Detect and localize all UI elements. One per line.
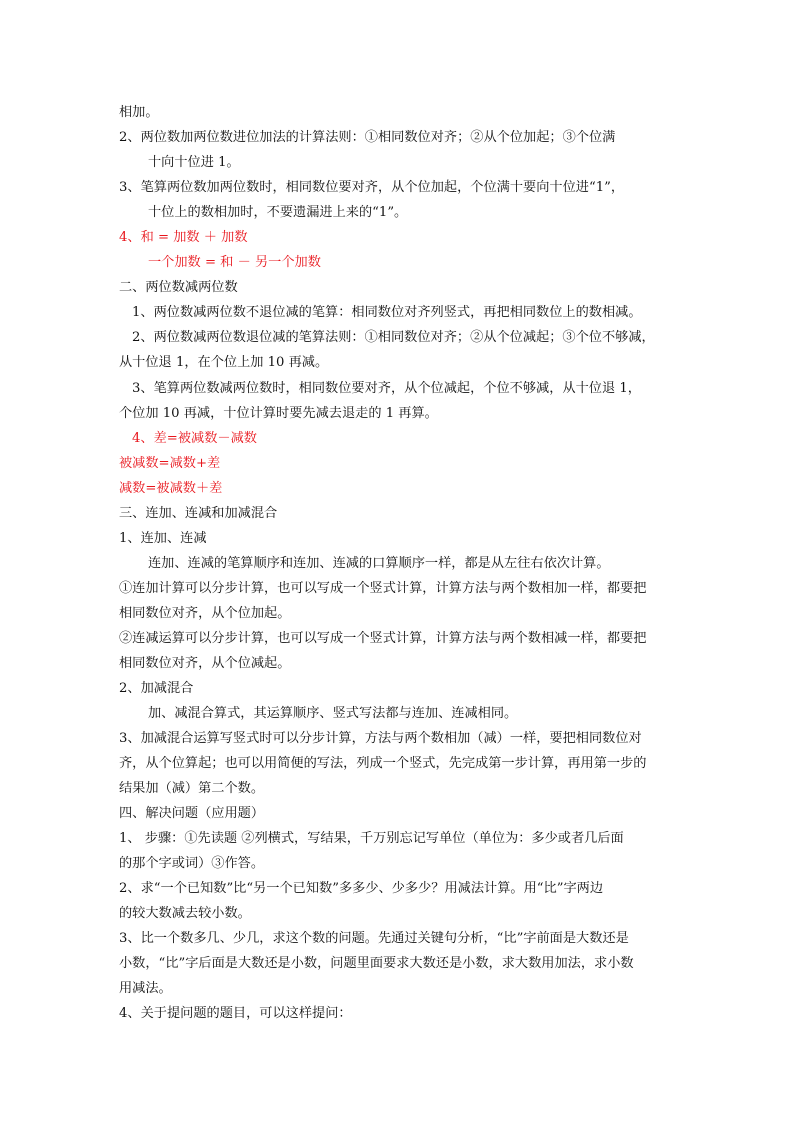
text-line: 小数，“比”字后面是大数还是小数，问题里面要求大数还是小数，求大数用加法，求小数	[119, 956, 634, 971]
text-line: 2、两位数减两位数退位减的笔算法则：①相同数位对齐；②从个位减起；③个位不够减，	[132, 330, 655, 345]
section-heading: 四、解决问题（应用题）	[119, 806, 265, 821]
text-line: 从十位退 1，在个位上加 10 再减。	[119, 355, 329, 370]
subsection-heading: 1、连加、连减	[119, 531, 207, 546]
formula-line: 4、和 = 加数 ＋ 加数	[119, 230, 248, 245]
section-heading: 二、两位数减两位数	[119, 280, 238, 295]
text-line: ②连减运算可以分步计算，也可以写成一个竖式计算，计算方法与两个数相减一样，都要把	[119, 631, 647, 646]
text-line: 3、笔算两位数减两位数时，相同数位要对齐，从个位减起，个位不够减，从十位退 1，	[132, 381, 641, 396]
text-line: 十向十位进 1。	[148, 155, 240, 170]
text-line: 连加、连减的笔算顺序和连加、连减的口算顺序一样，都是从左往右依次计算。	[148, 556, 610, 571]
formula-line: 一个加数 = 和 － 另一个加数	[148, 255, 321, 270]
formula-line: 4、差=被减数－减数	[132, 431, 257, 446]
text-line: 的较大数减去较小数。	[119, 906, 251, 921]
text-line: 用减法。	[119, 981, 172, 996]
formula-line: 被减数=减数+差	[119, 456, 221, 471]
text-line: 3、加减混合运算写竖式时可以分步计算，方法与两个数相加（减）一样，要把相同数位对	[119, 731, 642, 746]
formula-line: 减数=被减数＋差	[119, 481, 223, 496]
text-line: 加、减混合算式，其运算顺序、竖式写法都与连加、连减相同。	[148, 706, 518, 721]
text-line: ①连加计算可以分步计算，也可以写成一个竖式计算，计算方法与两个数相加一样，都要把	[119, 581, 647, 596]
text-line: 相同数位对齐，从个位加起。	[119, 606, 291, 621]
text-line: 的那个字或词）③作答。	[119, 856, 265, 871]
text-line: 结果加（减）第二个数。	[119, 781, 265, 796]
text-line: 1、 步骤：①先读题 ②列横式，写结果，千万别忘记写单位（单位为：多少或者几后面	[119, 831, 624, 846]
text-line: 3、笔算两位数加两位数时，相同数位要对齐，从个位加起，个位满十要向十位进“1”，	[119, 180, 625, 195]
text-line: 相加。	[119, 105, 159, 120]
text-line: 4、关于提问题的题目，可以这样提问：	[119, 1006, 352, 1021]
text-line: 个位加 10 再减，十位计算时要先减去退走的 1 再算。	[119, 406, 438, 421]
text-line: 齐，从个位算起；也可以用简便的写法，列成一个竖式，先完成第一步计算，再用第一步的	[119, 756, 647, 771]
subsection-heading: 2、加减混合	[119, 681, 194, 696]
section-heading: 三、连加、连减和加减混合	[119, 506, 278, 521]
text-line: 2、求“一个已知数”比“另一个已知数”多多少、少多少？用减法计算。用“比”字两边	[119, 881, 604, 896]
text-line: 3、比一个数多几、少几，求这个数的问题。先通过关键句分析，“比”字前面是大数还是	[119, 931, 629, 946]
text-line: 2、两位数加两位数进位加法的计算法则：①相同数位对齐；②从个位加起；③个位满	[119, 130, 616, 145]
text-line: 相同数位对齐，从个位减起。	[119, 656, 291, 671]
text-line: 十位上的数相加时，不要遗漏进上来的“1”。	[148, 205, 408, 220]
text-line: 1、两位数减两位数不退位减的笔算：相同数位对齐列竖式，再把相同数位上的数相减。	[132, 305, 642, 320]
